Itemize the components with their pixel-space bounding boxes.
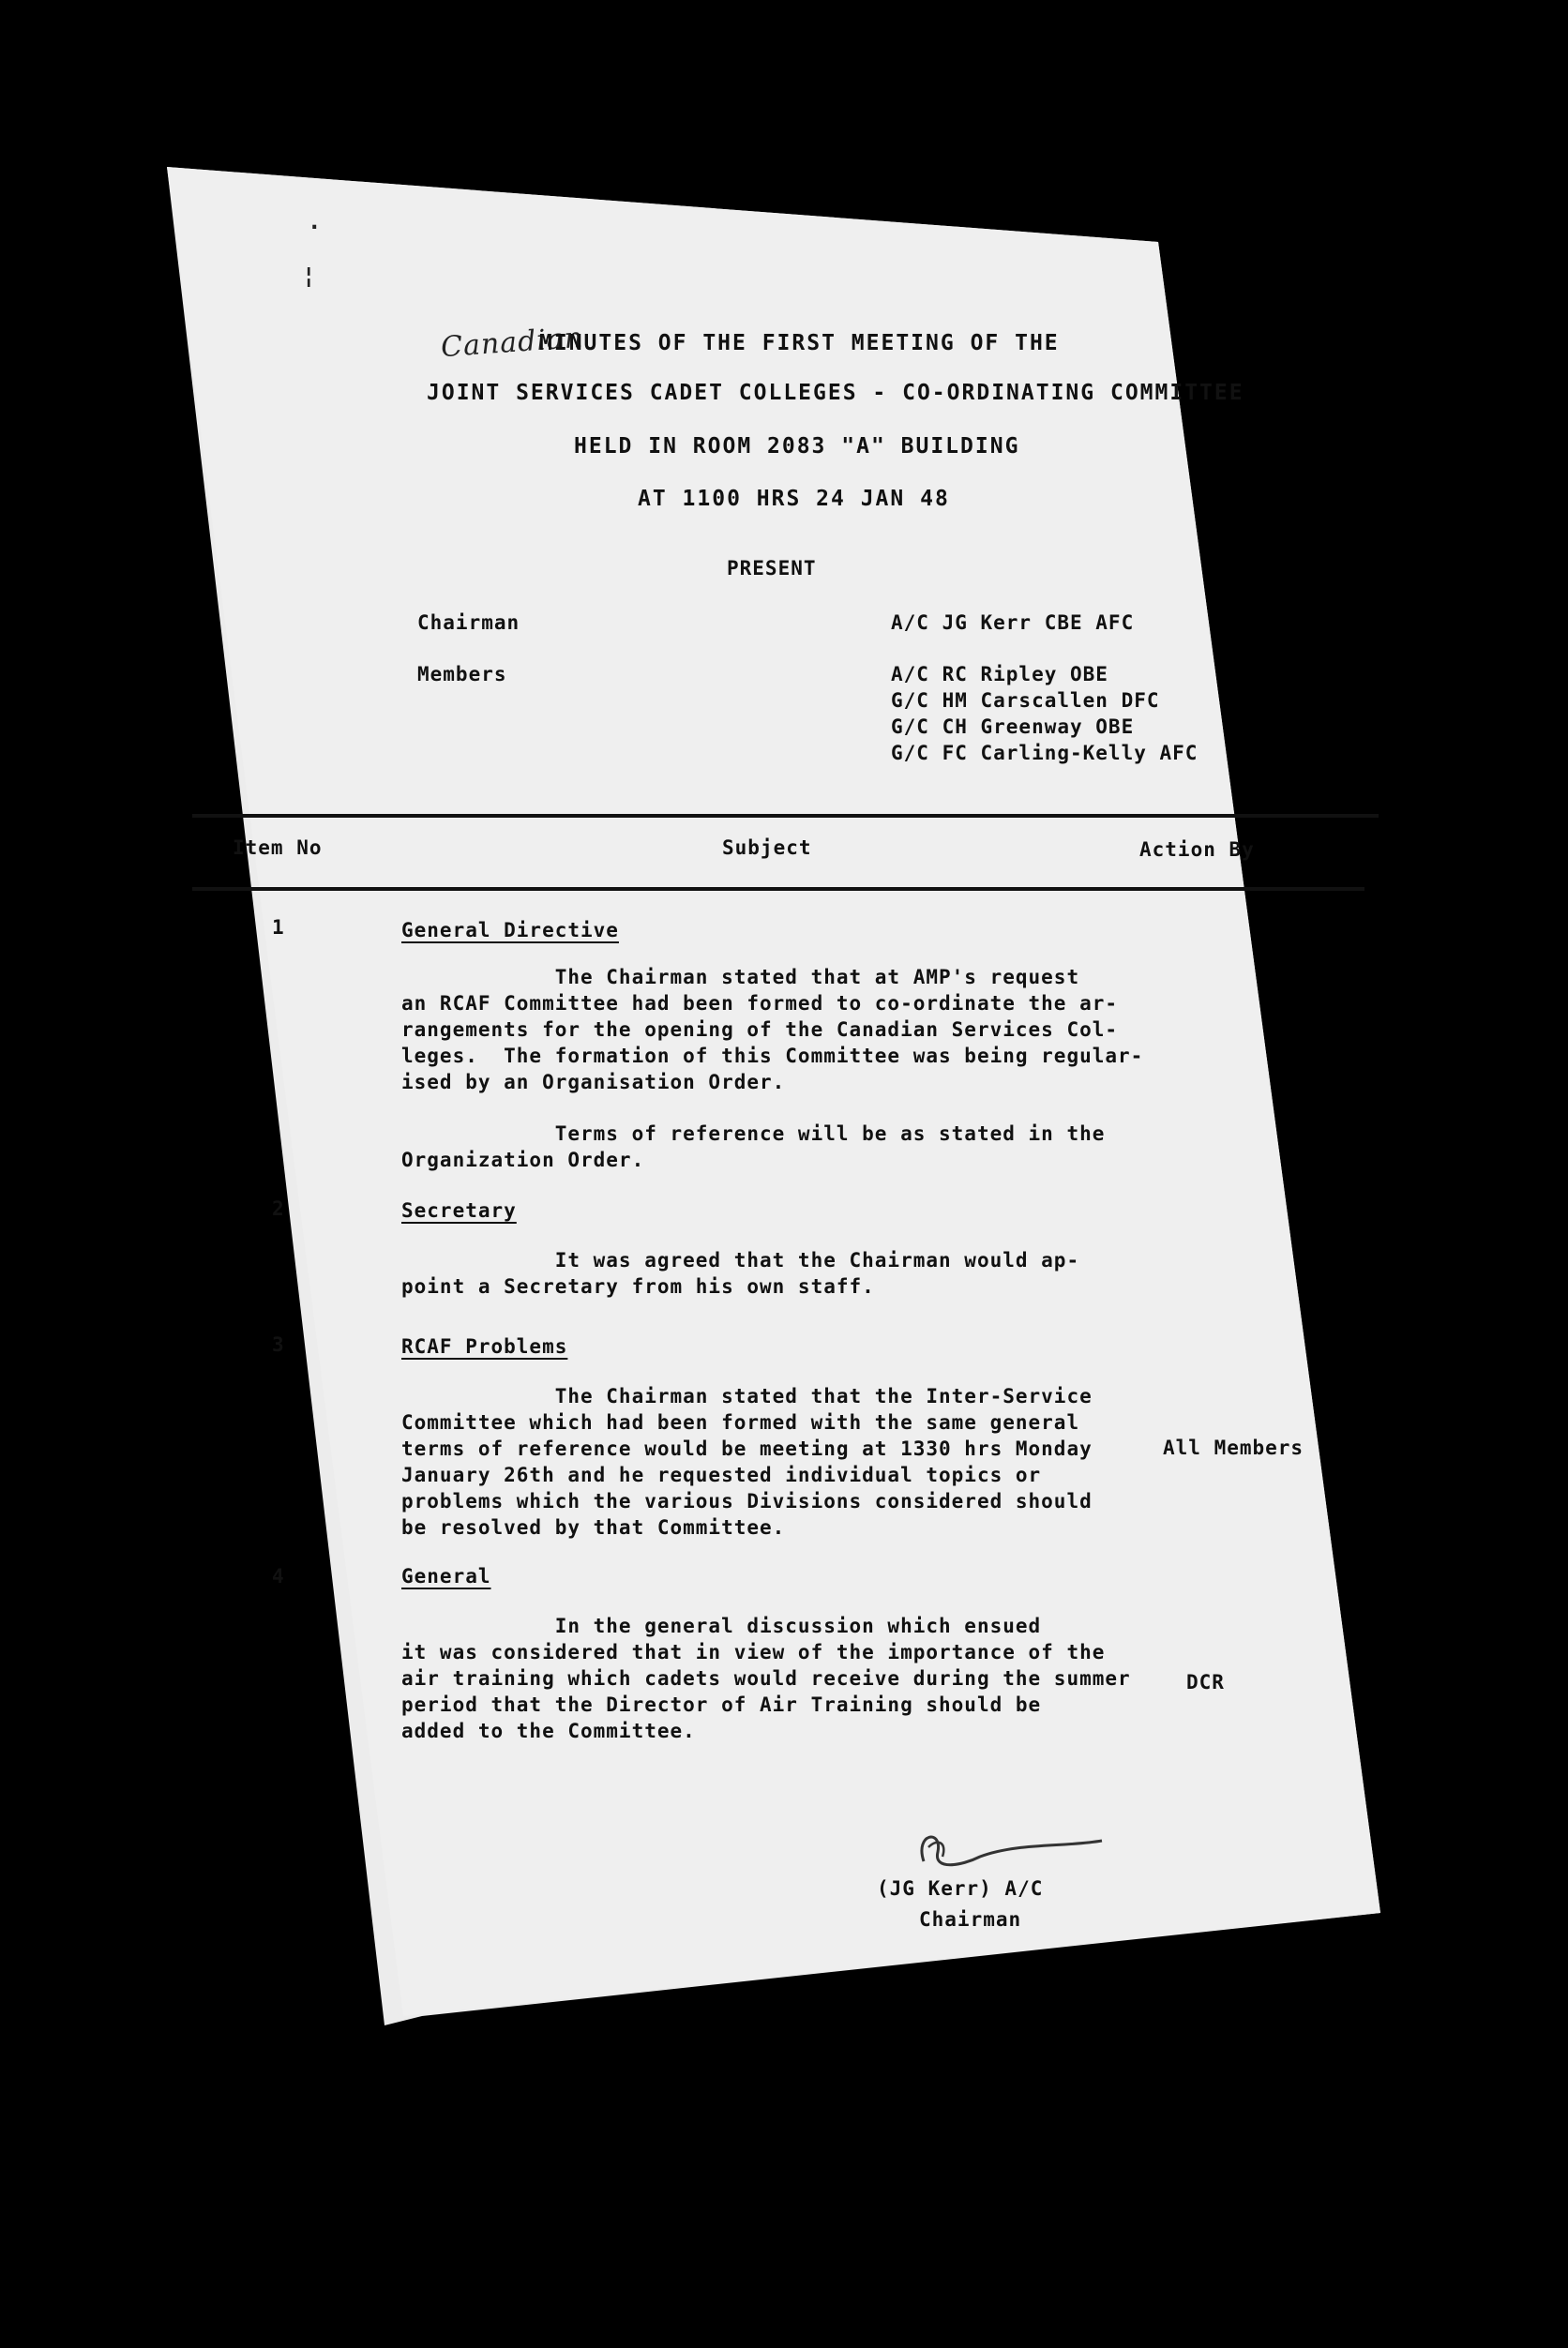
chairman-name: A/C JG Kerr CBE AFC [891,611,1135,634]
item-title: General [401,1565,491,1588]
item-paragraph: The Chairman stated that the Inter-Service Committee which had been formed with the same general terms of reference would be meeting at 1330 hrs Monday January 26th and he requested individual topics or problems which the various Divisions considered should be resolved by that Committee. [401,1385,1093,1539]
heading-line-2: JOINT SERVICES CADET COLLEGES - CO-ORDINATING COMMITTEE [427,381,1244,405]
present-label: PRESENT [727,557,817,579]
item-action-by: All Members [1163,1437,1304,1459]
item-action-by: DCR [1186,1671,1225,1693]
item-number: 1 [272,916,285,939]
item-paragraph: The Chairman stated that at AMP's request an RCAF Committee had been formed to co-ordinate the ar- rangements for the opening of the Canadian Services Col- leges. The formation of this Committee was being regular- ised by an Organisation Order. [401,966,1144,1093]
margin-mark: · [308,214,323,240]
chairman-label: Chairman [417,611,520,634]
item-title: General Directive [401,919,619,941]
member-name: G/C CH Greenway OBE [891,715,1135,738]
margin-mark: ¦ [302,263,317,289]
signature-name: (JG Kerr) A/C [877,1877,1044,1900]
item-title: Secretary [401,1199,517,1222]
column-header-subject: Subject [722,836,812,859]
heading-line-3: HELD IN ROOM 2083 "A" BUILDING [574,434,1020,459]
item-number: 4 [272,1565,285,1588]
member-name: G/C HM Carscallen DFC [891,689,1160,712]
item-paragraph: Terms of reference will be as stated in the Organization Order. [401,1122,1106,1171]
column-header-item: Item No [233,836,323,859]
item-number: 3 [272,1333,285,1356]
item-number: 2 [272,1197,285,1220]
handwritten-annotation: Canadian [439,321,585,365]
signature-title: Chairman [919,1908,1022,1931]
item-paragraph: In the general discussion which ensued it was considered that in view of the importance of the air training which cadets would receive during the summer period that the Director of Air Training should be added to the Committee. [401,1615,1131,1742]
table-top-rule [192,814,1379,818]
column-header-action: Action By [1139,838,1255,861]
members-label: Members [417,663,507,685]
member-name: A/C RC Ripley OBE [891,663,1108,685]
member-name: G/C FC Carling-Kelly AFC [891,742,1199,764]
item-title: RCAF Problems [401,1335,568,1358]
heading-line-4: AT 1100 HRS 24 JAN 48 [638,487,950,511]
heading-line-1: MINUTES OF THE FIRST MEETING OF THE [539,331,1060,355]
table-header-rule [192,887,1364,891]
item-paragraph: It was agreed that the Chairman would ap- point a Secretary from his own staff. [401,1249,1080,1298]
